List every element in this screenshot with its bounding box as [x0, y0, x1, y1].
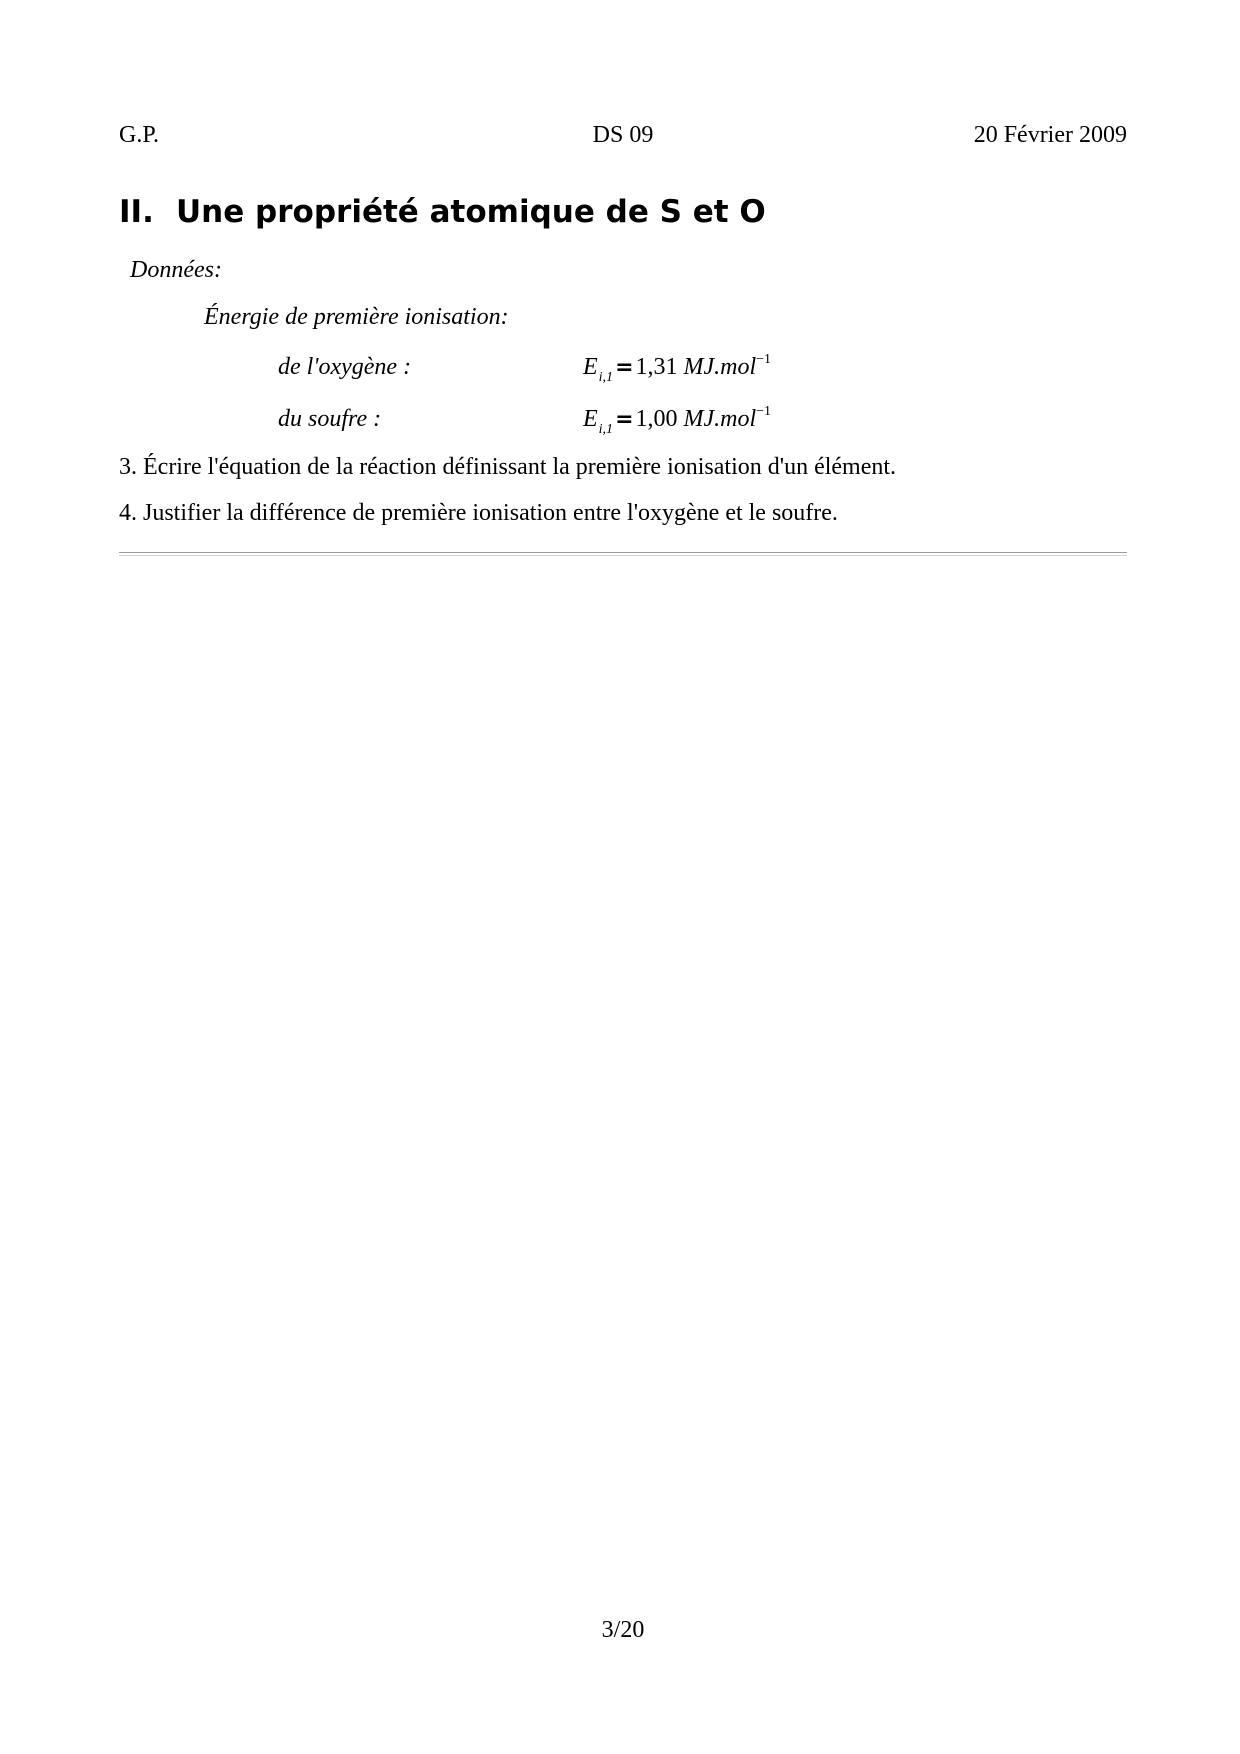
section-divider — [119, 552, 1127, 556]
section-title: Une propriété atomique de S et O — [176, 194, 766, 230]
header-author: G.P. — [119, 122, 160, 148]
formula-symbol: E — [583, 354, 598, 380]
oxygen-label: de l'oxygène : — [278, 354, 412, 380]
formula-equals: = — [615, 407, 634, 432]
section-heading — [119, 191, 766, 233]
formula-unit: MJ.mol — [683, 354, 757, 380]
page-number: 3/20 — [601, 1617, 645, 1643]
formula-equals: = — [615, 355, 634, 380]
formula-value: 1,00 — [635, 406, 678, 432]
oxygen-formula — [583, 351, 771, 387]
header-exam-code: DS 09 — [592, 122, 654, 148]
page-header — [119, 118, 1127, 152]
section-number: II. — [119, 194, 154, 230]
header-date: 20 Février 2009 — [973, 122, 1127, 148]
formula-exponent: −1 — [756, 404, 772, 419]
formula-value: 1,31 — [635, 354, 678, 380]
formula-subscript: i,1 — [598, 422, 614, 437]
formula-unit: MJ.mol — [683, 406, 757, 432]
formula-exponent: −1 — [756, 352, 772, 367]
question-4: 4. Justifier la différence de première ionisation entre l'oxygène et le soufre. — [119, 500, 838, 526]
data-label: Données: — [130, 257, 222, 283]
question-3: 3. Écrire l'équation de la réaction définissant la première ionisation d'un élément. — [119, 454, 897, 480]
formula-symbol: E — [583, 406, 598, 432]
sulfur-label: du soufre : — [278, 406, 382, 432]
sulfur-formula — [583, 403, 771, 439]
formula-subscript: i,1 — [598, 370, 614, 385]
energy-title: Énergie de première ionisation: — [204, 304, 509, 330]
